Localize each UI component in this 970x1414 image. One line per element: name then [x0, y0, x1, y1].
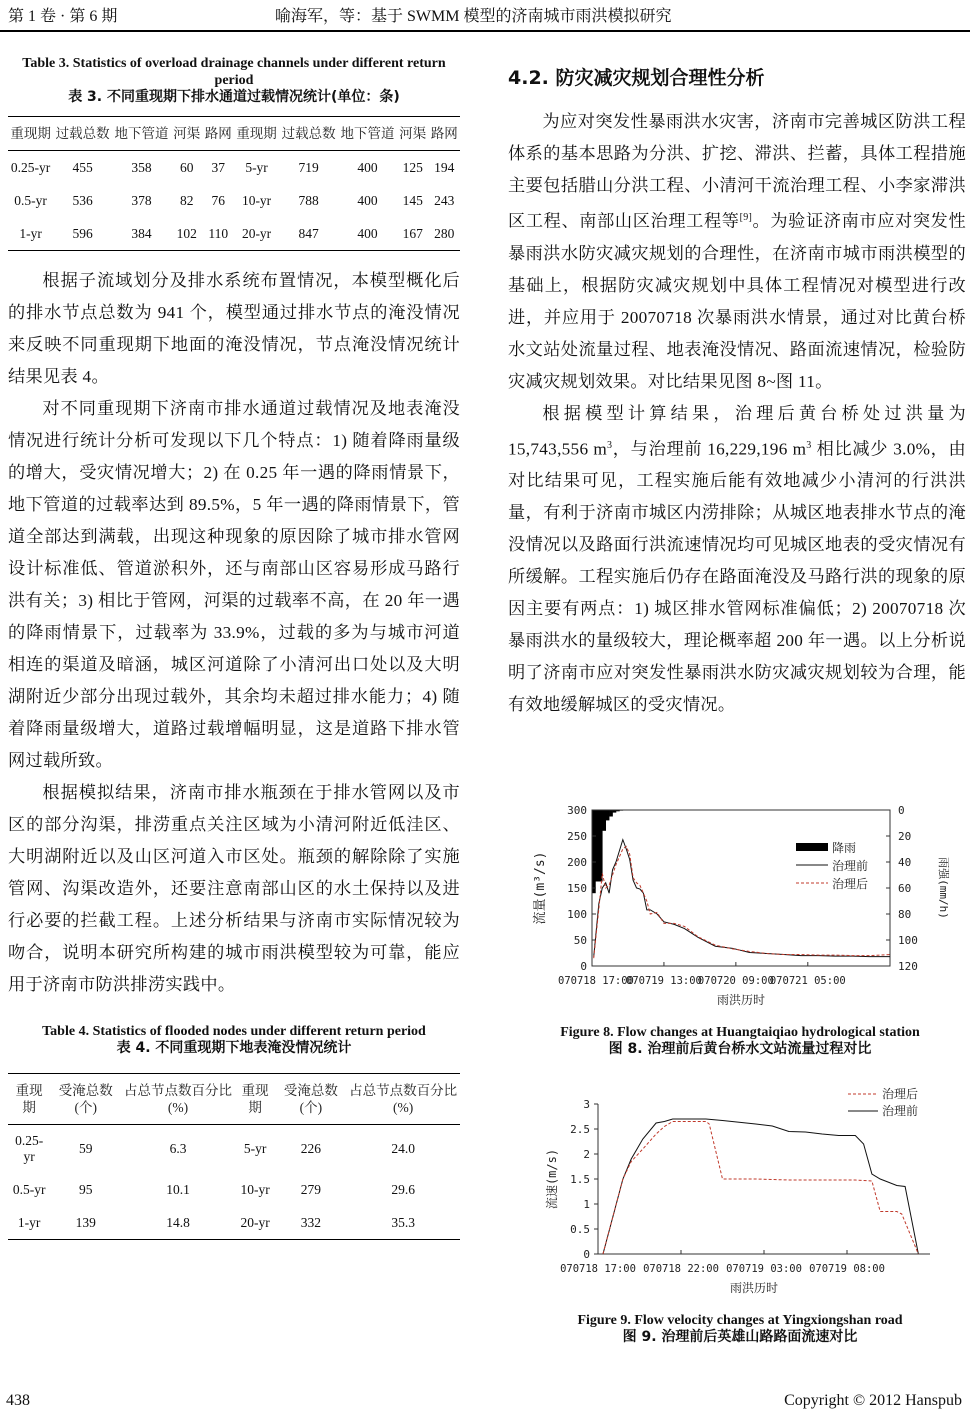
y2-tick-label: 80: [898, 908, 912, 921]
figure8-caption-en: Figure 8. Flow changes at Huangtaiqiao hydrological station: [560, 1025, 920, 1040]
figure8-chart: [528, 798, 958, 1018]
legend-label: 治理后: [882, 1087, 919, 1101]
left-column: [8, 55, 460, 1240]
table-cell: 378: [131, 192, 152, 208]
right-column: [508, 55, 966, 721]
paragraph: 对不同重现期下济南市排水通道过载情况及地表淹没情况进行统计分析可发现以下几个特点：1) 随着降雨量级的增大，受灾情况增大；2) 在 0.25 年一遇的降雨情景下，地下管道的过载率达到 89.5%，5 年一遇的降雨情景下，管道全部达到满载，出现这种现象的原因除了城市排水管网设计标准低、管道淤积外，还与南部山区容易形成马路行洪有关；3) 相比于管网，河渠的过载率不高，在 20 年一遇的降雨情景下，过载率为 33.9%，过载的多为与城市河道相连的渠道及暗涵，城区河道除了小清河出口处以及大明湖附近少部分出现过载外，其余均未超过排水能力；4) 随着降雨量级增大，道路过载增幅明显，这是道路下排水管网过载所致。: [8, 399, 460, 770]
x-tick-label: 070719 03:00: [726, 1263, 802, 1275]
table-row: [8, 184, 460, 217]
x-axis-label: 雨洪历时: [716, 993, 766, 1007]
table-cell: 10.1: [166, 1181, 190, 1197]
table-cell: 332: [300, 1214, 321, 1230]
table-cell: 59: [79, 1141, 93, 1156]
table4-caption: [8, 1023, 460, 1057]
table4-caption-cn: 表 4. 不同重现期下地表淹没情况统计: [116, 1040, 352, 1056]
column-header: 河渠: [399, 126, 427, 141]
paragraph-text: ，与治理前 16,229,196 m: [612, 439, 807, 459]
table-cell: 455: [72, 159, 93, 175]
running-title: 喻海军，等：基于 SWMM 模型的济南城市雨洪模拟研究: [275, 8, 672, 25]
table-cell: 102: [176, 225, 197, 241]
legend-label: 治理后: [832, 877, 869, 891]
y-tick-label: 0.5: [570, 1223, 590, 1236]
x-axis-label: 雨洪历时: [729, 1281, 779, 1295]
legend-label: 降雨: [832, 841, 857, 855]
figure9-caption: [520, 1312, 960, 1346]
table3-caption-en: Table 3. Statistics of overload drainage channels under different return period: [22, 56, 446, 88]
paragraph: [508, 106, 966, 398]
table-cell: 37: [211, 159, 225, 175]
paragraph-text: 。为验证济南市应对突发性暴雨洪水防灾减灾规划的合理性，在济南市城市雨洪模型的基础上，根据防灾减灾规划中具体工程情况对模型进行改进，并应用于 20070718 次暴雨洪水情景，通过对比黄台桥水文站处流量过程、地表淹没情况、路面流速情况，检验防灾减灾规划效果。对比结果见图 8~图 11。: [508, 211, 966, 391]
journal-volume-issue: 第 1 卷 · 第 6 期: [8, 8, 118, 25]
superscript: 3: [806, 439, 812, 451]
table-cell: 400: [357, 192, 378, 208]
table-cell: 596: [72, 225, 93, 241]
table-cell: 95: [79, 1181, 93, 1197]
table-cell: 10-yr: [241, 192, 272, 208]
x-tick-label: 070721 05:00: [769, 975, 846, 987]
table-cell: 10-yr: [240, 1181, 270, 1197]
y-tick-label: 3: [583, 1098, 590, 1111]
table3-caption-cn: 表 3. 不同重现期下排水通道过载情况统计(单位：条): [68, 89, 400, 105]
table-cell: 536: [72, 192, 93, 208]
column-header: 重现期: [236, 126, 277, 141]
table-cell: 5-yr: [243, 1141, 267, 1156]
table-cell: 24.0: [391, 1141, 415, 1156]
table-cell: 719: [298, 159, 319, 175]
x-tick-label: 070718 17:00: [558, 975, 634, 987]
rain-bar: [599, 810, 603, 882]
table4-header-row: [8, 1074, 460, 1125]
x-tick-label: 070719 13:00: [626, 975, 702, 987]
figure9-caption-en: Figure 9. Flow velocity changes at Yingxiongshan road: [577, 1313, 903, 1328]
series-line-before: [603, 1119, 918, 1254]
y-axis-label: 流量(m³/s): [533, 851, 548, 925]
column-header: 地下管道: [114, 126, 169, 141]
y-tick-label: 1: [583, 1198, 590, 1211]
table-row: [8, 1173, 460, 1206]
legend-label: 治理前: [882, 1104, 919, 1118]
page-number: 438: [6, 1392, 30, 1409]
y2-tick-label: 60: [898, 882, 912, 895]
x-tick-label: 070719 08:00: [809, 1263, 885, 1275]
rain-bar: [592, 810, 596, 893]
paragraph-text: 相比减少 3.0%，由对比结果可见，工程实施后能有效地减少小清河的行洪洪量，有利于济南市城区内涝排除；从城区地表排水节点的淹没情况以及路面行洪流速情况均可见城区地表的受灾情况有所缓解。工程实施后仍存在路面淹没及马路行洪的现象的原因主要有两点：1) 城区排水管网标准偏低；2) 20070718 次暴雨洪水的量级较大，理论概率超 200 年一遇。以上分析说明了济南市应对突发性暴雨洪水防灾减灾规划较为合理，能有效地缓解城区的受灾情况。: [508, 439, 966, 715]
y-axis-label: 流速(m/s): [545, 1148, 559, 1210]
table-cell: 139: [75, 1214, 96, 1230]
column-header: 河渠: [173, 126, 201, 141]
y-tick-label: 150: [567, 882, 587, 895]
table-cell: 6.3: [169, 1141, 187, 1156]
table-cell: 125: [402, 159, 423, 175]
table-cell: 35.3: [391, 1214, 415, 1230]
x-tick-label: 070720 09:00: [697, 975, 774, 987]
paragraph-text: 根据模型计算结果，治理后黄台桥处过洪量为 15,743,556 m: [508, 403, 966, 459]
rain-bar: [602, 810, 606, 831]
y2-tick-label: 120: [898, 960, 918, 973]
table3-body: [8, 151, 460, 251]
paragraph-text: 为应对突发性暴雨洪水灾害，济南市完善城区防洪工程体系的基本思路为分洪、扩挖、滞洪、拦蓄，具体工程措施主要包括腊山分洪工程、小清河干流治理工程、小李家滞洪区工程、南部山区治理工程等: [508, 112, 966, 231]
column-header: 占总节点数百分比(%): [124, 1083, 233, 1115]
table-cell: 1-yr: [19, 225, 42, 241]
running-header: [0, 0, 970, 32]
y-tick-label: 2: [583, 1148, 590, 1161]
paragraph: 根据模拟结果，济南市排水瓶颈在于排水管网以及市区的部分沟渠，排涝重点关注区域为小清河附近低洼区、大明湖附近以及山区河道入市区处。瓶颈的解除除了实施管网、沟渠改造外，还要注意南部山区的水土保持以及进行必要的拦截工程。上述分析结果与济南市实际情况较为吻合，说明本研究所构建的城市雨洪模型较为可靠，能应用于济南市防洪排涝实践中。: [8, 783, 460, 994]
y2-axis-label: 雨强(mm/h): [937, 857, 950, 919]
legend-swatch-rain: [796, 843, 828, 851]
table-cell: 0.25-yr: [15, 1133, 44, 1164]
table-cell: 280: [434, 225, 455, 241]
y2-tick-label: 0: [898, 804, 905, 817]
table3-caption: [8, 55, 460, 106]
rain-bar: [595, 810, 599, 882]
table3: [8, 116, 460, 251]
table-cell: 1-yr: [17, 1214, 41, 1230]
legend-label: 治理前: [832, 859, 869, 873]
y-tick-label: 300: [567, 804, 587, 817]
table-cell: 0.5-yr: [12, 1181, 46, 1197]
column-header: 路网: [204, 126, 232, 141]
y2-tick-label: 40: [898, 856, 912, 869]
table4-caption-en: Table 4. Statistics of flooded nodes under different return period: [42, 1024, 426, 1039]
paragraph: 根据子流域划分及排水系统布置情况，本模型概化后的排水节点总数为 941 个，模型通过排水节点的淹没情况来反映不同重现期下地面的淹没情况，节点淹没情况统计结果见表 4。: [8, 271, 460, 386]
table-cell: 384: [131, 225, 152, 241]
table-cell: 76: [211, 192, 225, 208]
table-cell: 29.6: [391, 1181, 415, 1197]
column-header: 受淹总数(个): [283, 1083, 338, 1115]
table-cell: 14.8: [166, 1214, 190, 1230]
column-header: 过载总数: [281, 126, 336, 141]
x-tick-label: 070718 17:00: [560, 1263, 636, 1275]
figure9-caption-cn: 图 9. 治理前后英雄山路路面流速对比: [622, 1329, 858, 1345]
table-cell: 20-yr: [240, 1214, 270, 1230]
series-line-after: [603, 1122, 918, 1255]
y2-tick-label: 100: [898, 934, 918, 947]
column-header: 重现期: [10, 126, 51, 141]
table-row: [8, 1206, 460, 1240]
figure9-chart: [540, 1088, 960, 1300]
series-line-before: [594, 840, 890, 957]
table-row: [8, 1125, 460, 1174]
rain-bar: [609, 810, 613, 817]
table-cell: 279: [300, 1181, 321, 1197]
column-header: 重现期: [241, 1083, 269, 1115]
table3-header-row: [8, 117, 460, 151]
column-header: 地下管道: [340, 126, 395, 141]
figure8-caption-cn: 图 8. 治理前后黄台桥水文站流量过程对比: [608, 1041, 872, 1057]
table-row: [8, 217, 460, 251]
table-cell: 5-yr: [245, 159, 268, 175]
column-header: 受淹总数(个): [58, 1083, 113, 1115]
citation-ref[interactable]: [9]: [739, 212, 753, 223]
y-tick-label: 50: [573, 934, 587, 947]
table-cell: 0.5-yr: [14, 192, 47, 208]
column-header: 过载总数: [55, 126, 110, 141]
rain-bar: [606, 810, 610, 820]
copyright: Copyright © 2012 Hanspub: [784, 1392, 962, 1409]
y-tick-label: 1.5: [570, 1173, 590, 1186]
table-cell: 20-yr: [241, 225, 272, 241]
y2-tick-label: 20: [898, 830, 912, 843]
table-cell: 226: [300, 1141, 321, 1156]
table-row: [8, 151, 460, 185]
table-cell: 60: [179, 159, 194, 175]
y-tick-label: 0: [580, 960, 587, 973]
column-header: 路网: [430, 126, 458, 141]
table4: [8, 1073, 460, 1240]
table-cell: 110: [208, 225, 229, 241]
figure8-caption: [520, 1024, 960, 1058]
y-tick-label: 200: [567, 856, 587, 869]
table4-body: [8, 1125, 460, 1240]
column-header: 重现期: [15, 1083, 43, 1115]
paragraph: [508, 398, 966, 722]
table-cell: 243: [434, 192, 455, 208]
table-cell: 0.25-yr: [10, 159, 51, 175]
x-tick-label: 070718 22:00: [643, 1263, 719, 1275]
table-cell: 847: [298, 225, 319, 241]
table-cell: 788: [298, 192, 319, 208]
table-cell: 167: [402, 225, 423, 241]
superscript: 3: [607, 439, 613, 451]
y-tick-label: 0: [583, 1248, 590, 1261]
table-cell: 82: [179, 192, 194, 208]
y-tick-label: 250: [567, 830, 587, 843]
section-title: 4.2. 防灾减灾规划合理性分析: [508, 67, 765, 89]
table-cell: 400: [357, 159, 378, 175]
table-cell: 400: [357, 225, 378, 241]
y-tick-label: 100: [567, 908, 587, 921]
table-cell: 194: [434, 159, 455, 175]
column-header: 占总节点数百分比(%): [349, 1083, 458, 1115]
table-cell: 145: [402, 192, 423, 208]
table-cell: 358: [131, 159, 152, 175]
y-tick-label: 2.5: [570, 1123, 590, 1136]
